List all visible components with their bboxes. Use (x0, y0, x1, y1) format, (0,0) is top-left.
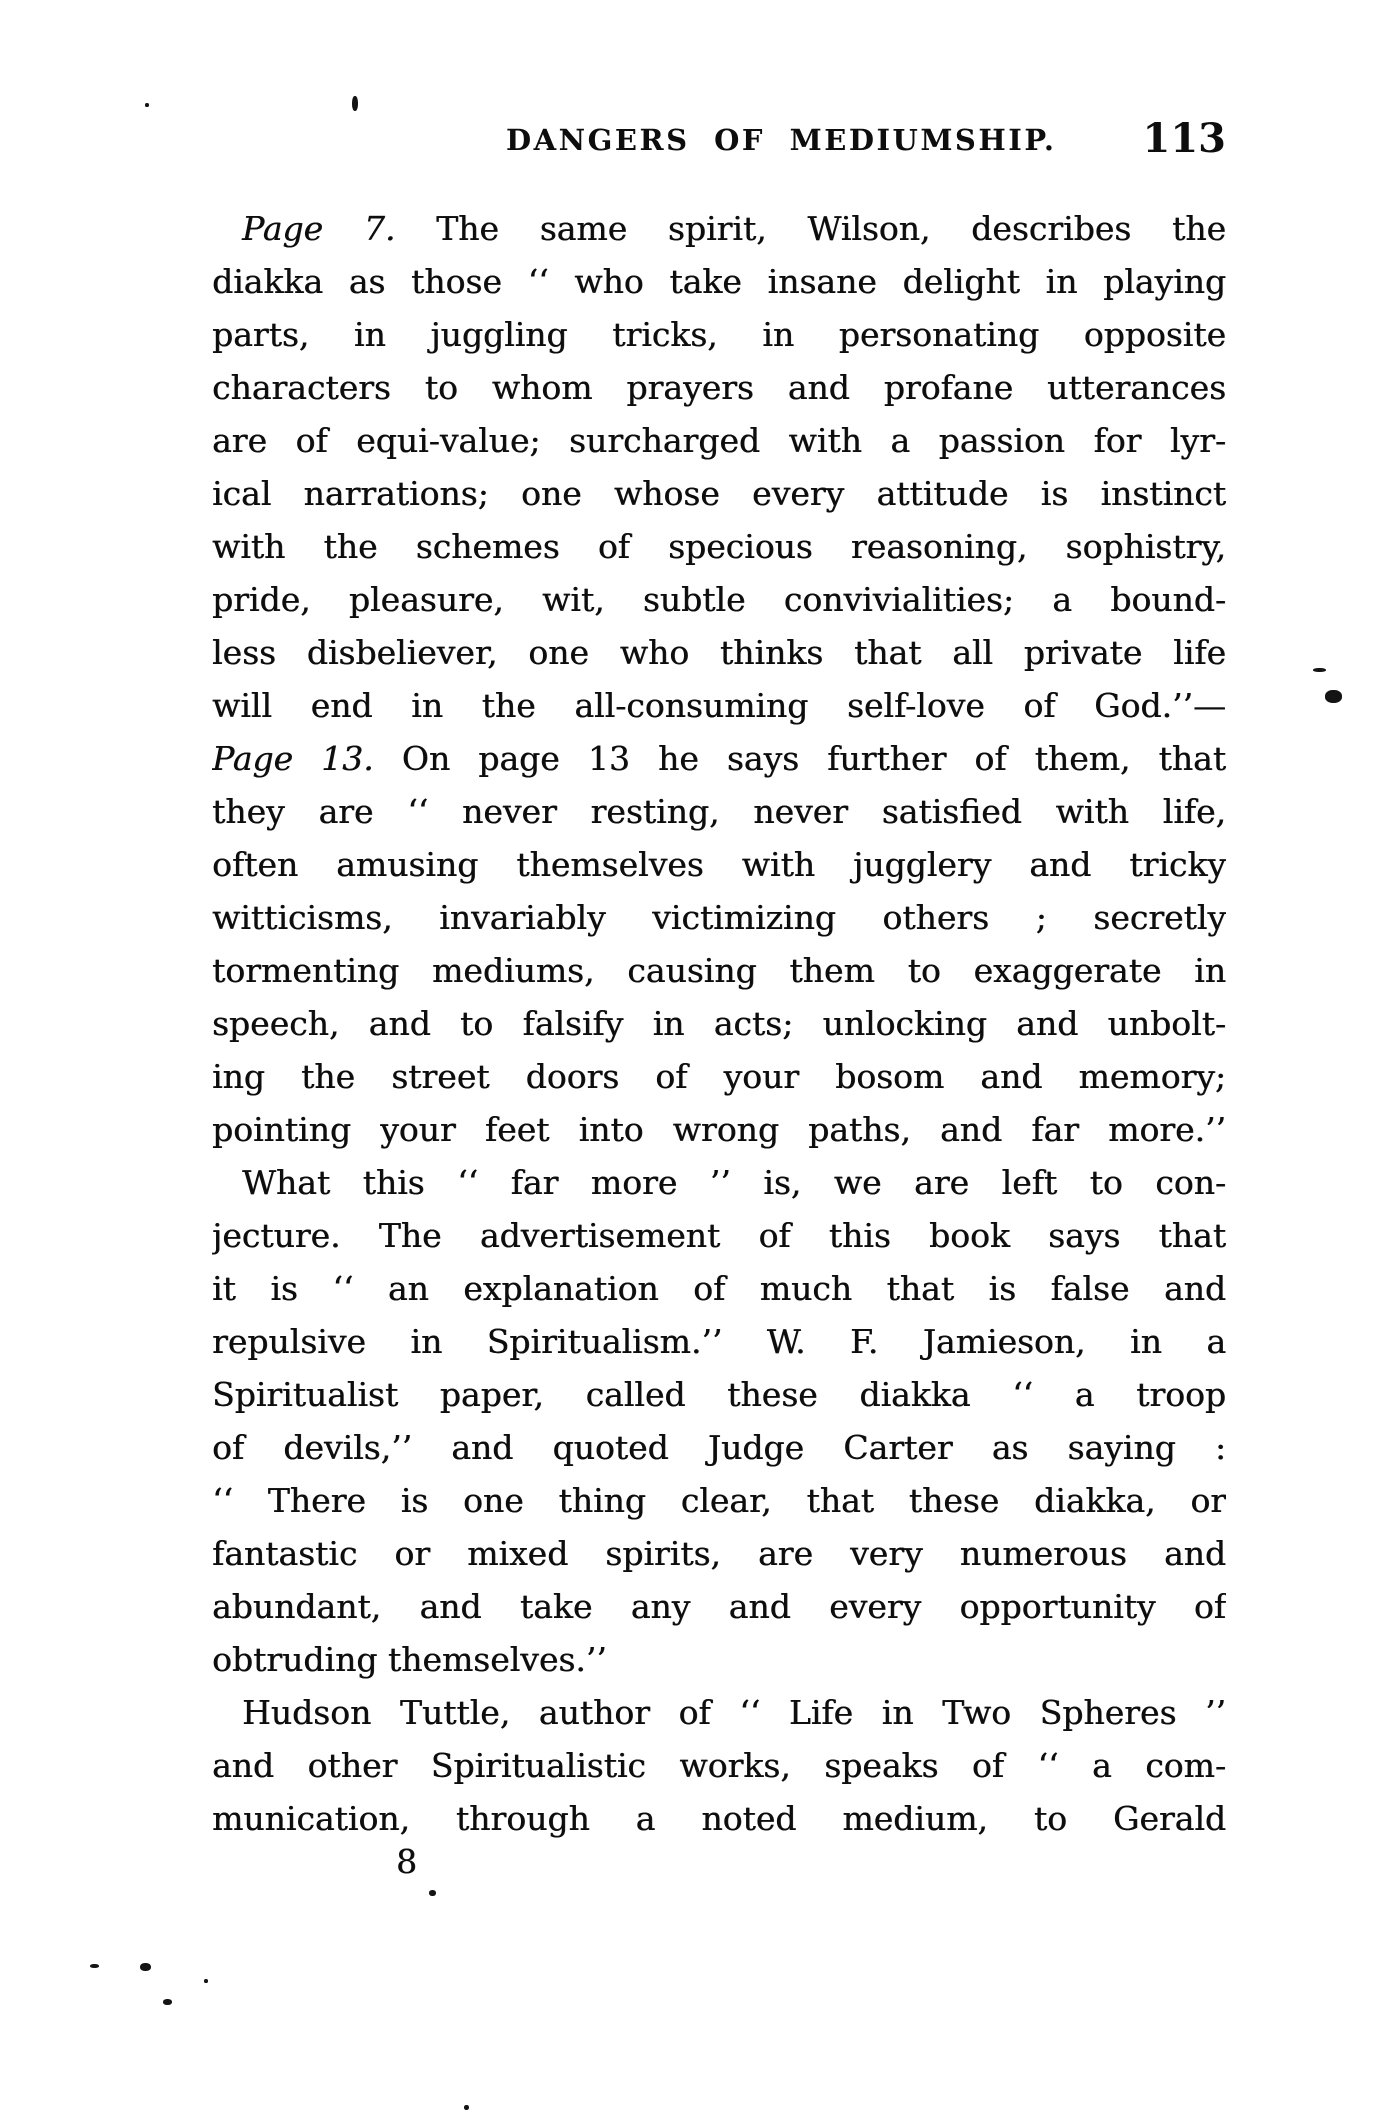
text-segment: abundant, and take any and every opportunity of (212, 1587, 1226, 1626)
ink-speck (1313, 668, 1326, 672)
text-segment: ical narrations; one whose every attitude is instinct (212, 474, 1226, 513)
text-segment: and other Spiritualistic works, speaks of ‘‘ a com- (212, 1746, 1226, 1785)
text-line (212, 944, 1226, 997)
text-segment: characters to whom prayers and profane utterances (212, 368, 1226, 407)
text-segment: witticisms, invariably victimizing others ; secretly (212, 898, 1226, 937)
text-segment: of devils,’’ and quoted Judge Carter as saying : (212, 1428, 1226, 1467)
text-line (212, 997, 1226, 1050)
text-line (212, 891, 1226, 944)
text-line (212, 1792, 1226, 1845)
text-segment: are of equi-value; surcharged with a passion for lyr- (212, 421, 1226, 460)
page-number: 113 (1142, 115, 1226, 162)
text-segment: munication, through a noted medium, to Gerald (212, 1799, 1226, 1838)
text-segment: repulsive in Spiritualism.’’ W. F. Jamieson, in a (212, 1322, 1226, 1361)
text-segment: jecture. The advertisement of this book says that (212, 1216, 1226, 1255)
ink-speck (464, 2105, 469, 2110)
text-line (212, 467, 1226, 520)
text-line (212, 414, 1226, 467)
ink-speck (90, 1964, 99, 1968)
text-line (212, 520, 1226, 573)
text-line (212, 1633, 1226, 1686)
text-line (212, 361, 1226, 414)
text-line (212, 308, 1226, 361)
running-title: DANGERS OF MEDIUMSHIP. (506, 123, 1057, 157)
text-segment: On page 13 he says further of them, that (373, 739, 1226, 778)
text-segment: with the schemes of specious reasoning, sophistry, (212, 527, 1226, 566)
ink-speck (145, 103, 149, 107)
text-line (212, 732, 1226, 785)
text-line (212, 626, 1226, 679)
text-line (212, 1686, 1226, 1739)
text-segment: ‘‘ There is one thing clear, that these diakka, or (212, 1481, 1226, 1520)
text-segment: pride, pleasure, wit, subtle convivialities; a bound- (212, 580, 1226, 619)
text-line (212, 255, 1226, 308)
text-line (212, 1050, 1226, 1103)
text-segment: they are ‘‘ never resting, never satisfied with life, (212, 792, 1226, 831)
ink-speck (204, 1979, 208, 1983)
text-line (212, 679, 1226, 732)
text-segment: Spiritualist paper, called these diakka ‘‘ a troop (212, 1375, 1226, 1414)
ink-speck (140, 1963, 151, 1971)
text-line (212, 573, 1226, 626)
text-segment: parts, in juggling tricks, in personating opposite (212, 315, 1226, 354)
text-line (212, 1156, 1226, 1209)
text-segment: will end in the all-consuming self-love of God.’’— (212, 686, 1226, 725)
text-segment: often amusing themselves with jugglery and tricky (212, 845, 1226, 884)
text-segment: obtruding themselves.’’ (212, 1640, 607, 1679)
signature-mark: 8 (396, 1842, 417, 1881)
text-segment: What this ‘‘ far more ’’ is, we are left to con- (242, 1163, 1226, 1202)
text-line (212, 202, 1226, 255)
text-line (212, 1368, 1226, 1421)
ink-speck (352, 96, 358, 111)
italic-reference: Page 7. (242, 209, 396, 248)
ink-speck (163, 1999, 172, 2005)
text-segment: diakka as those ‘‘ who take insane delight in playing (212, 262, 1226, 301)
text-line (212, 1527, 1226, 1580)
text-line (212, 1209, 1226, 1262)
text-segment: The same spirit, Wilson, describes the (395, 209, 1226, 248)
text-line (212, 1103, 1226, 1156)
ink-speck (1325, 690, 1342, 703)
ink-speck (429, 1890, 436, 1896)
text-line (212, 785, 1226, 838)
text-segment: speech, and to falsify in acts; unlocking and unbolt- (212, 1004, 1226, 1043)
text-segment: ing the street doors of your bosom and memory; (212, 1057, 1226, 1096)
text-segment: less disbeliever, one who thinks that all private life (212, 633, 1226, 672)
text-line (212, 1739, 1226, 1792)
text-line (212, 1315, 1226, 1368)
text-segment: fantastic or mixed spirits, are very numerous and (212, 1534, 1226, 1573)
italic-reference: Page 13. (212, 739, 374, 778)
text-line (212, 838, 1226, 891)
text-segment: tormenting mediums, causing them to exaggerate in (212, 951, 1226, 990)
body-text-block (212, 202, 1226, 1845)
text-line (212, 1262, 1226, 1315)
text-line (212, 1580, 1226, 1633)
text-segment: it is ‘‘ an explanation of much that is false and (212, 1269, 1226, 1308)
text-line (212, 1474, 1226, 1527)
text-line (212, 1421, 1226, 1474)
text-segment: pointing your feet into wrong paths, and far more.’’ (212, 1110, 1226, 1149)
text-segment: Hudson Tuttle, author of ‘‘ Life in Two Spheres ’’ (242, 1693, 1226, 1732)
